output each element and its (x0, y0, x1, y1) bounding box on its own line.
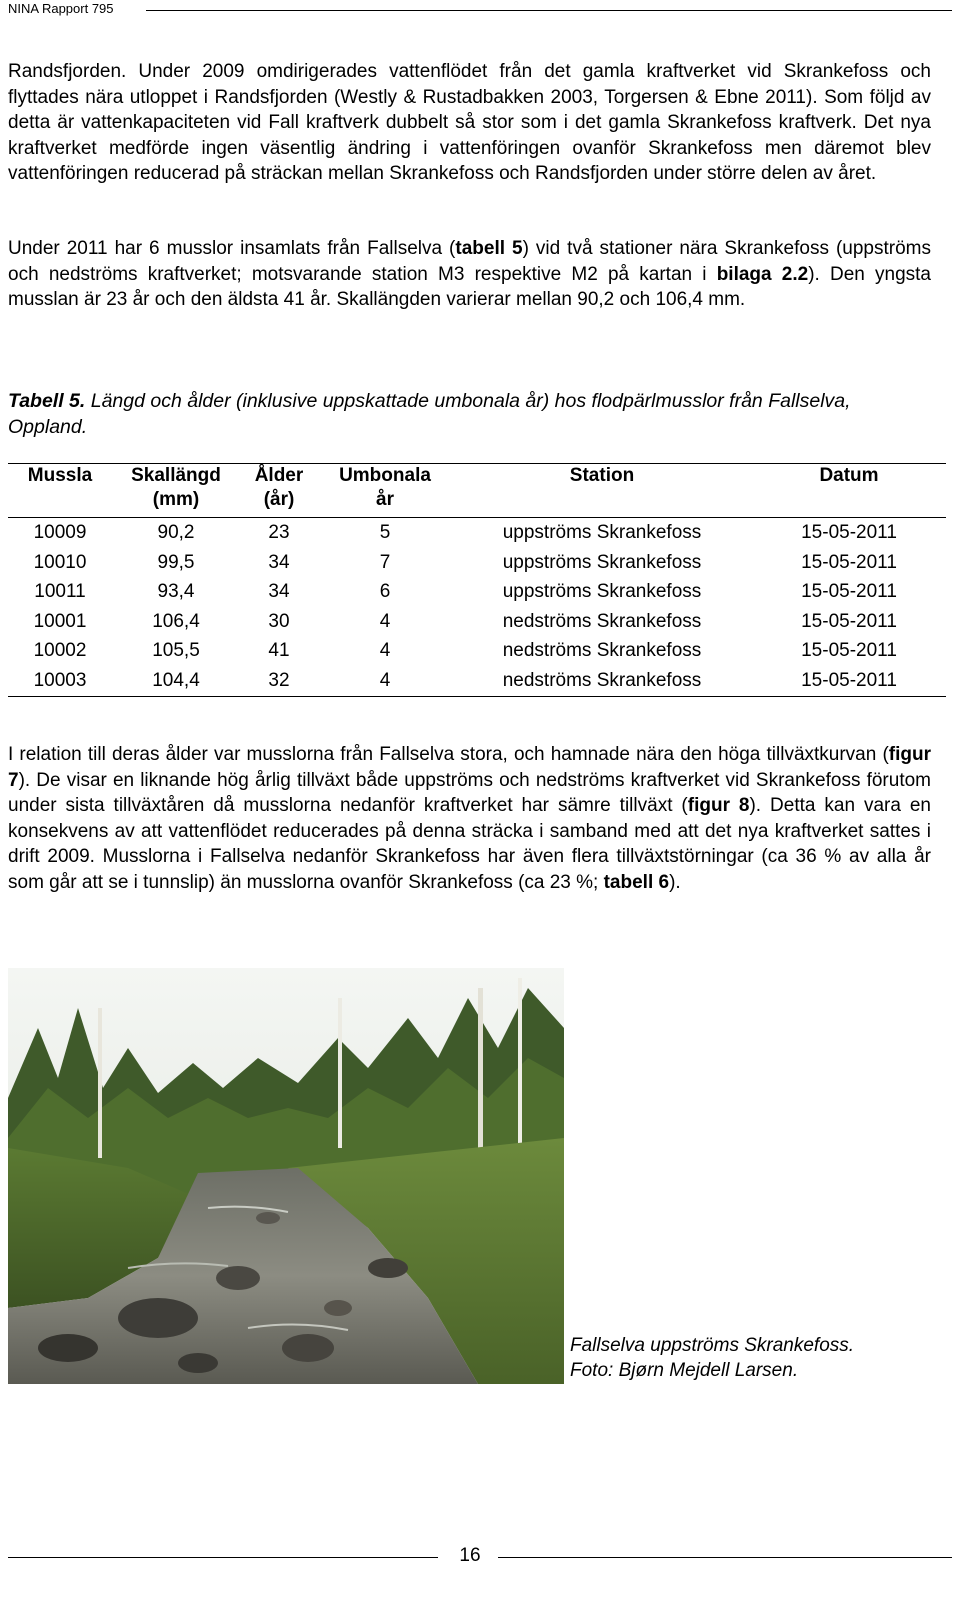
cell-datum: 15-05-2011 (801, 610, 897, 632)
table-row (8, 666, 946, 696)
cell-umbonala: 4 (379, 669, 391, 691)
table-header-row (8, 464, 946, 518)
cell-alder: 32 (268, 669, 290, 691)
cell-alder: 30 (268, 610, 290, 632)
cell-datum: 15-05-2011 (801, 522, 897, 543)
paragraph-text: ) vid två stationer nära Skrankefoss (uppströms och nedströms kraftverket; motsvarande station M3 respektive M2 på kartan i (8, 238, 931, 285)
table-row (8, 636, 946, 666)
cell-datum: 15-05-2011 (801, 669, 897, 691)
photo-caption (570, 1333, 930, 1383)
cell-alder: 41 (268, 640, 290, 662)
footer-rule-left (8, 1557, 438, 1558)
cell-skallangd: 99,5 (157, 551, 195, 573)
cell-skallangd: 106,4 (152, 610, 200, 632)
cell-mussla: 10010 (33, 551, 87, 573)
header-rule (146, 10, 952, 11)
paragraph-text: ). (669, 871, 681, 893)
paragraph-text: I relation till deras ålder var musslorna från Fallselva stora, och hamnade nära den höga tillväxtkurvan ( (8, 744, 889, 765)
cell-mussla: 10001 (33, 610, 87, 632)
footer-rule-right (498, 1557, 952, 1558)
cell-station: nedströms Skrankefoss (502, 669, 702, 691)
table-caption (8, 389, 933, 440)
mussel-table (8, 463, 946, 697)
paragraph-musslor-insamlats (8, 236, 931, 313)
cell-skallangd: 93,4 (157, 581, 195, 603)
page-number: 16 (459, 1545, 481, 1566)
photo-caption-line-2: Foto: Bjørn Mejdell Larsen. (570, 1360, 799, 1381)
cell-station: nedströms Skrankefoss (502, 640, 702, 662)
cell-alder: 23 (268, 522, 290, 543)
table-caption-text: Längd och ålder (inklusive uppskattade umbonala år) hos flodpärlmusslor från Fallselva, Oppland. (8, 390, 851, 438)
cell-station: uppströms Skrankefoss (502, 522, 702, 543)
river-photo (8, 968, 564, 1384)
header-mussla: Mussla (27, 465, 93, 486)
cell-datum: 15-05-2011 (801, 581, 897, 603)
paragraph-randsfjorden: Randsfjorden. Under 2009 omdirigerades vattenflödet från det gamla kraftverket vid Skrankefoss och flyttades nära utloppet i Randsfjorden (Westly & Rustadbakken 2003, Torgersen & Ebne 2011). Som följd av detta är vattenkapaciteten vid Fall kraftverk dubbelt så stor som i det gamla Skrankefoss kraftverk. Det nya kraftverket medförde ingen väsentlig ändring i vattenföringen ovanför Skrankefoss men däremot blev vattenföringen reducerad på sträckan mellan Skrankefoss och Randsfjorden under större delen av året. (8, 61, 931, 184)
cell-umbonala: 6 (379, 581, 391, 603)
cell-datum: 15-05-2011 (801, 640, 897, 662)
paragraph-text: ). Detta kan vara en konsekvens av att vattenflödet reducerades på denna sträcka i samband med att det nya kraftverket sattes i drift 2009. Musslorna i Fallselva nedanför Skrankefoss har även flera tillväxtstörningar (ca 36 % av alla år som går att se i tunnslip) än musslorna ovanför Skrankefoss (ca 23 %; (8, 795, 932, 893)
report-header: NINA Rapport 795 (8, 1, 114, 16)
table-5-reference: tabell 5 (455, 238, 523, 259)
cell-alder: 34 (268, 581, 290, 603)
cell-alder: 34 (268, 551, 290, 573)
table-row (8, 607, 946, 637)
paragraph-text: ). De visar en liknande hög årlig tillväxt både uppströms och nedströms kraftverket vid Skrankefoss förutom under sista tillväxtåren då musslorna nedanför kraftverket har sämre tillväxt ( (8, 769, 931, 816)
cell-datum: 15-05-2011 (801, 551, 897, 573)
cell-umbonala: 4 (379, 640, 391, 662)
cell-skallangd: 90,2 (157, 522, 195, 543)
header-alder: Ålder (år) (254, 465, 304, 510)
paragraph-text: Under 2011 har 6 musslor insamlats från Fallselva ( (8, 238, 456, 259)
table-row (8, 577, 946, 607)
cell-station: nedströms Skrankefoss (502, 610, 702, 632)
cell-skallangd: 105,5 (152, 640, 200, 662)
photo-caption-line-1: Fallselva uppströms Skrankefoss. (570, 1335, 855, 1356)
table-caption-label: Tabell 5. (8, 390, 86, 412)
cell-umbonala: 5 (379, 522, 391, 543)
header-skallangd: Skallängd (mm) (131, 465, 221, 510)
table-row (8, 548, 946, 578)
cell-mussla: 10003 (33, 669, 87, 691)
figur-8-reference: figur 8 (687, 795, 750, 816)
cell-station: uppströms Skrankefoss (502, 581, 702, 603)
cell-umbonala: 4 (379, 610, 391, 632)
tabell-6-reference: tabell 6 (603, 871, 670, 893)
header-station: Station (569, 465, 635, 486)
cell-mussla: 10002 (33, 640, 87, 662)
cell-mussla: 10011 (34, 581, 86, 603)
cell-umbonala: 7 (379, 551, 391, 573)
header-umbonala: Umbonala år (339, 465, 431, 510)
header-datum: Datum (819, 465, 879, 486)
bilaga-2-2-reference: bilaga 2.2 (716, 263, 809, 285)
figur-7-reference: figur 7 (8, 744, 931, 791)
paragraph-text: ). Den yngsta musslan är 23 år och den äldsta 41 år. Skallängden varierar mellan 90,2 och 106,4 mm. (8, 263, 931, 310)
cell-skallangd: 104,4 (152, 669, 200, 691)
table-row (8, 518, 946, 548)
cell-mussla: 10009 (33, 522, 87, 543)
cell-station: uppströms Skrankefoss (502, 551, 702, 573)
paragraph-relation-alder (8, 742, 931, 895)
